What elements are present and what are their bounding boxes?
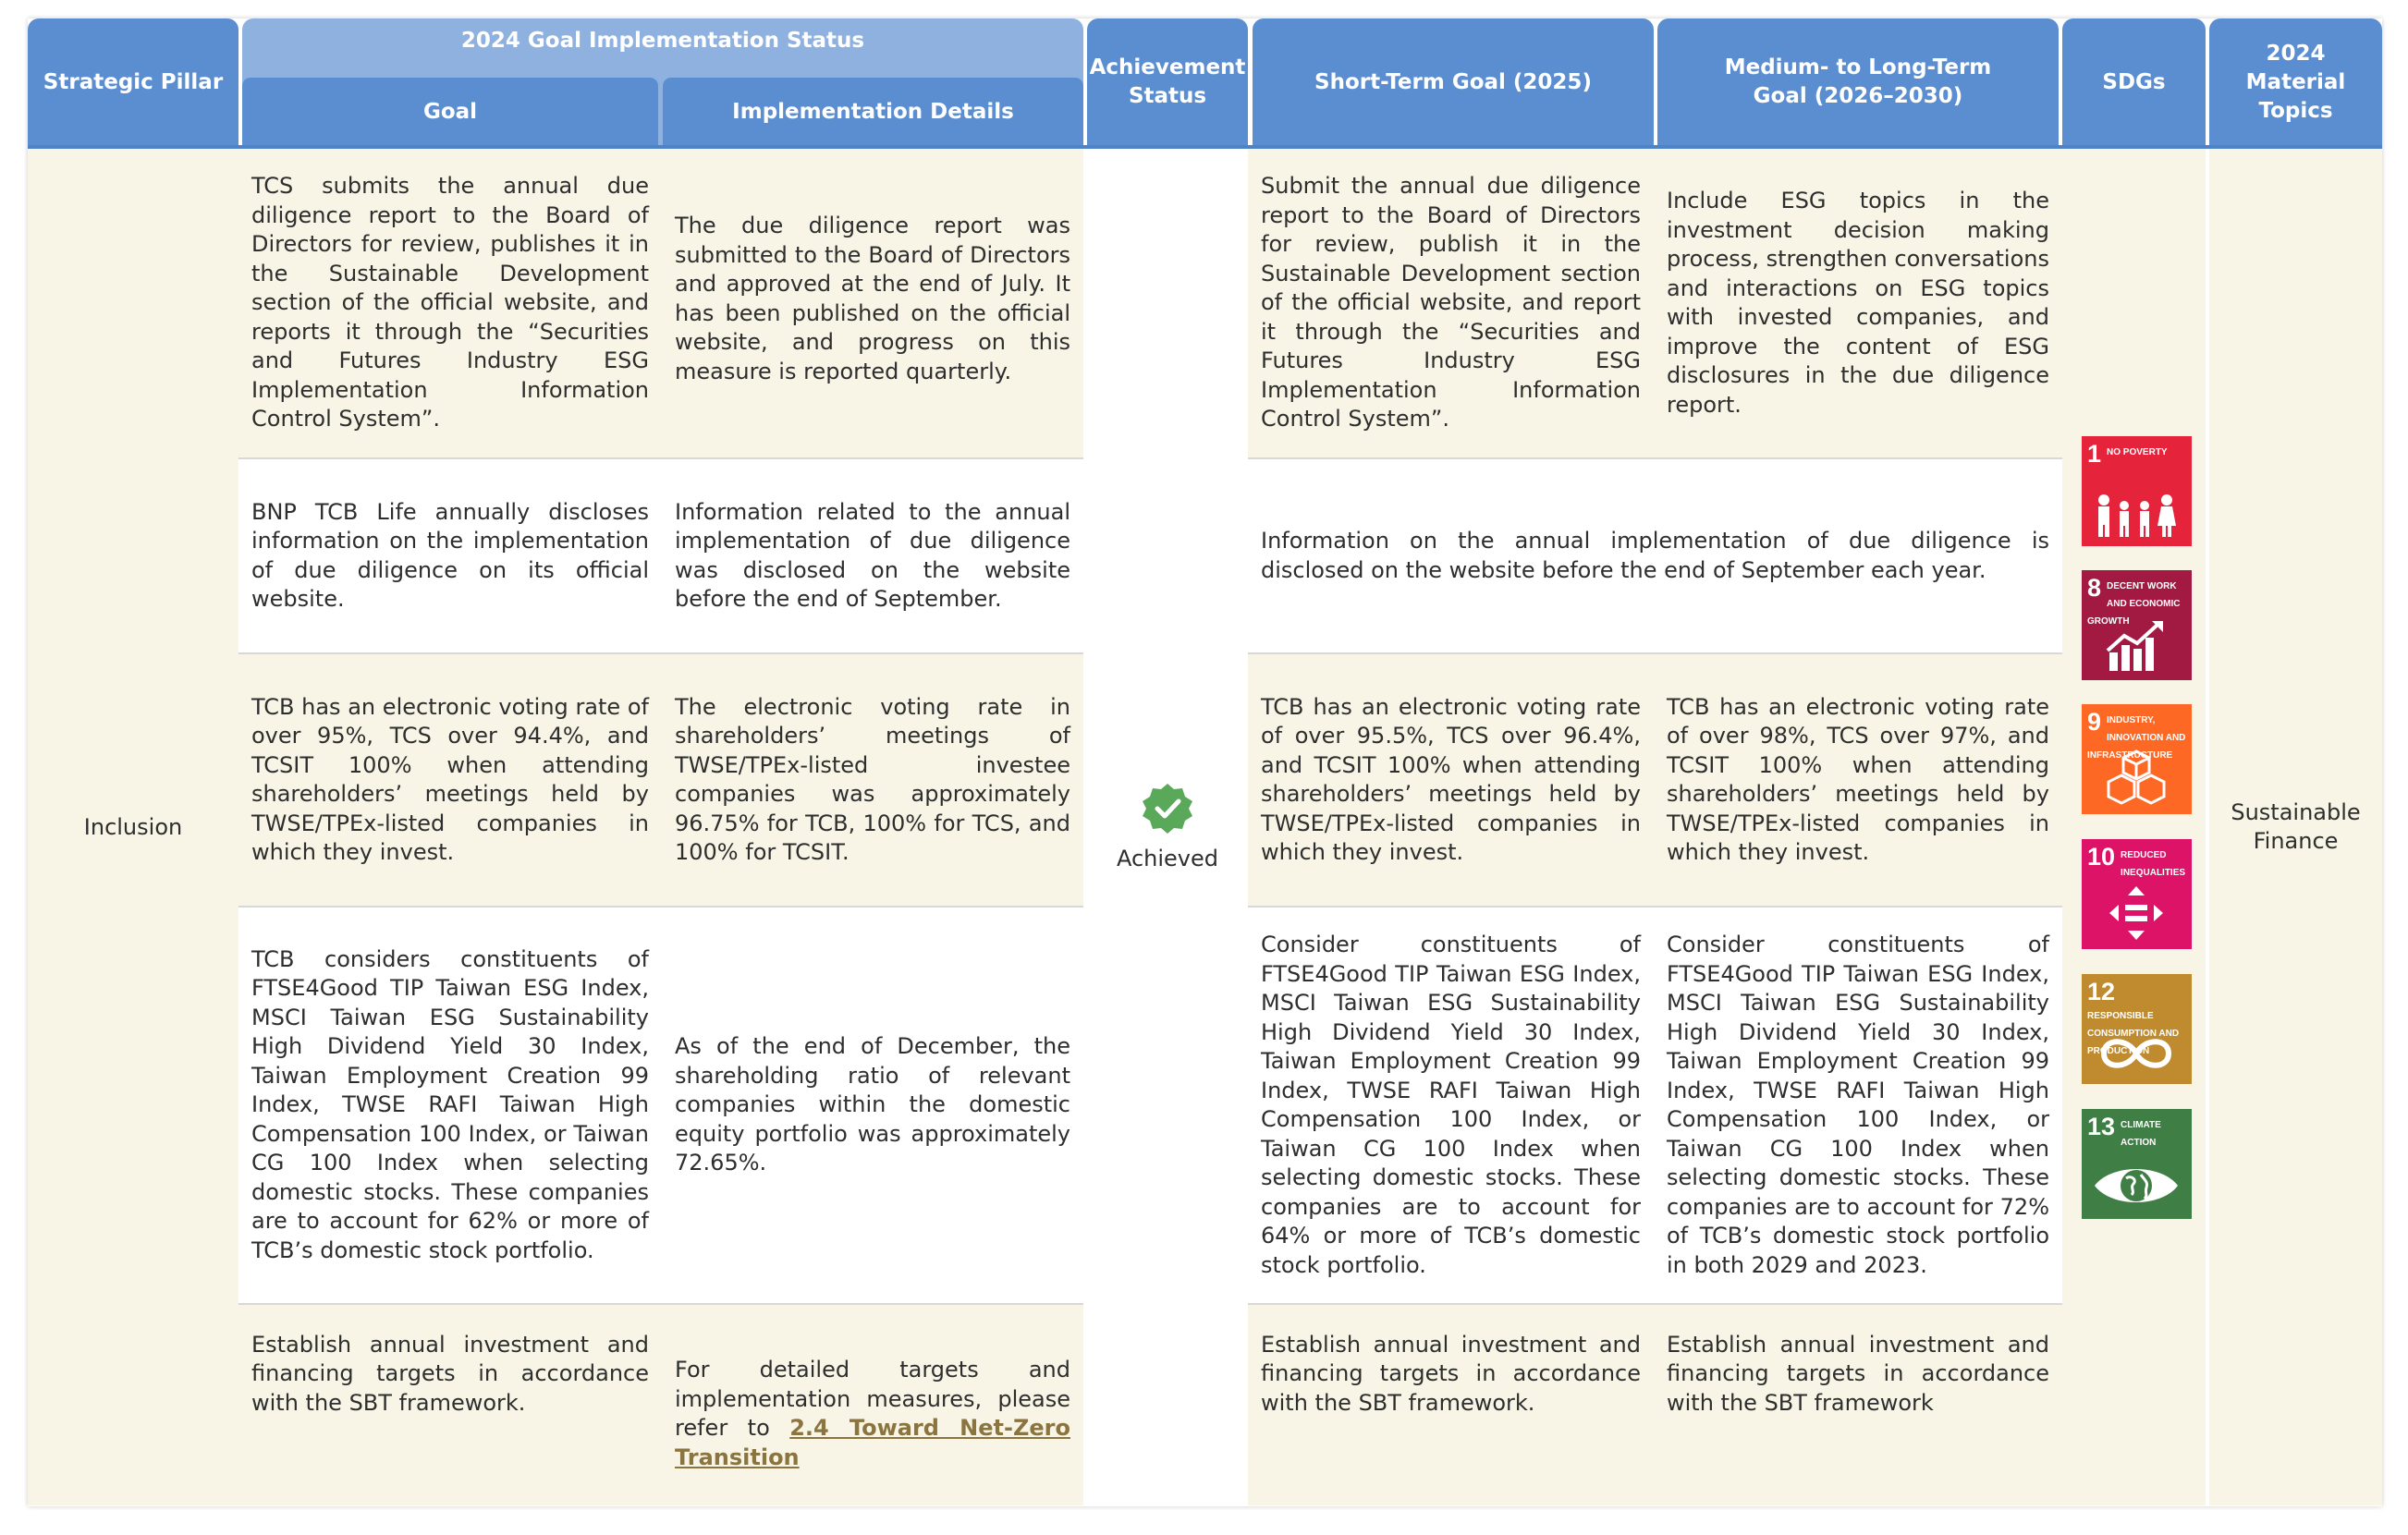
achievement-label: Achieved	[1116, 845, 1219, 871]
row-1-short-term: Submit the annual due diligence report to the Board of Directors for review, publish it in the Sustainable Development section of the official website, and report it through the “Securities and Futures Industry ESG Implementation Information Control System”.	[1261, 173, 1641, 432]
check-badge-icon	[1141, 782, 1194, 835]
sdg-title: DECENT WORK AND ECONOMIC GROWTH	[2087, 581, 2181, 627]
row-3-details: The electronic voting rate in shareholders’ meetings of TWSE/TPEx-listed investee companies was approximately 96.75% for TCB, 100% for TCS, and 100% for TCSIT.	[675, 693, 1070, 865]
sdg-number: 1	[2087, 440, 2102, 468]
sdg-title: REDUCED INEQUALITIES	[2121, 850, 2186, 878]
row-1-long-term: Include ESG topics in the investment decision making process, strengthen conversations and interactions on ESG topics with invested companies, and improve the content of ESG disclosures in the due diligence report.	[1667, 188, 2049, 418]
header-achievement-status: Achievement Status	[1087, 18, 1248, 146]
sdg-9-tile	[2082, 704, 2192, 814]
sdg-number: 9	[2087, 708, 2102, 736]
header-sdgs: SDGs	[2062, 18, 2206, 146]
row-4-short-term: Consider constituents of FTSE4Good TIP Taiwan ESG Index, MSCI Taiwan ESG Sustainability High Dividend Yield 30 Index, Taiwan Employment Creation 99 Index, TWSE RAFI Taiwan High Compensation 100 Index, or Taiwan CG 100 Index when selecting domestic stocks. These companies are to account for 64% or more of TCB’s domestic stock portfolio.	[1261, 932, 1641, 1278]
sdg-number: 10	[2087, 843, 2116, 871]
sdg-title: CLIMATE ACTION	[2121, 1120, 2161, 1148]
row-4-details: As of the end of December, the shareholding ratio of relevant companies within the domestic equity portfolio was approximately 72.65%.	[675, 1033, 1070, 1176]
sdg-1-tile	[2082, 436, 2192, 546]
header-medium-long-term-goal: Medium- to Long-Term Goal (2026–2030)	[1657, 18, 2059, 146]
pillar-cell	[28, 149, 238, 1505]
row-4-goal: TCB considers constituents of FTSE4Good TIP Taiwan ESG Index, MSCI Taiwan ESG Sustainability High Dividend Yield 30 Index, Taiwan Employment Creation 99 Index, TWSE RAFI Taiwan High Compensation 100 Index, or Taiwan CG 100 Index when selecting domestic stocks. These companies are to account for 62% or more of TCB’s domestic stock portfolio.	[251, 945, 649, 1263]
pillar-label: Inclusion	[83, 813, 183, 840]
row-5-details-text: For detailed targets and implementation measures, please refer to	[675, 1357, 1070, 1441]
row-3-goal: TCB has an electronic voting rate of over 95%, TCS over 94.4%, and TCSIT 100% when attending shareholders’ meetings held by TWSE/TPEx-listed companies in which they invest.	[251, 693, 649, 865]
sdg-number: 8	[2087, 574, 2102, 602]
row-3-long-term: TCB has an electronic voting rate of over 98%, TCS over 97%, and TCSIT 100% when attending shareholders’ meetings held by TWSE/TPEx-listed companies in which they invest.	[1667, 693, 2049, 865]
infinity-icon	[2091, 1030, 2182, 1077]
row-3-short-term: TCB has an electronic voting rate of over 95.5%, TCS over 96.4%, and TCSIT 100% when attending shareholders’ meetings held by TWSE/TPEx-listed companies in which they invest.	[1261, 693, 1641, 865]
net-zero-transition-link[interactable]: 2.4 Toward Net-Zero Transition	[675, 1415, 1070, 1470]
row-5-goal: Establish annual investment and financing targets in accordance with the SBT framework.	[251, 1331, 649, 1416]
header-goal: Goal	[242, 78, 658, 146]
sdg-13-tile	[2082, 1109, 2192, 1219]
cubes-icon	[2091, 749, 2182, 807]
header-short-term-goal: Short-Term Goal (2025)	[1253, 18, 1654, 146]
eye-globe-icon	[2091, 1160, 2182, 1212]
sdg-title: INDUSTRY, INNOVATION AND INFRASTRUCTURE	[2087, 715, 2186, 761]
row-5-long-term: Establish annual investment and financing targets in accordance with the SBT framework	[1667, 1331, 2049, 1416]
sdg-number: 13	[2087, 1113, 2116, 1140]
header-implementation-details: Implementation Details	[663, 78, 1083, 146]
row-2-merged-goal: Information on the annual implementation of due diligence is disclosed on the website before the end of September each year.	[1261, 528, 2049, 583]
material-topic-cell	[2209, 149, 2382, 1505]
sdg-title: NO POVERTY	[2107, 447, 2168, 457]
row-4-long-term: Consider constituents of FTSE4Good TIP Taiwan ESG Index, MSCI Taiwan ESG Sustainability High Dividend Yield 30 Index, Taiwan Employment Creation 99 Index, TWSE RAFI Taiwan High Compensation 100 Index, or Taiwan CG 100 Index when selecting domestic stocks. These companies are to account for 72% of TCB’s domestic stock portfolio in both 2029 and 2023.	[1667, 932, 2049, 1278]
growth-chart-icon	[2091, 617, 2182, 673]
sdg-column	[2062, 149, 2206, 1505]
equality-icon	[2091, 884, 2182, 942]
row-2-details: Information related to the annual implementation of due diligence was disclosed on the website before the end of September.	[675, 498, 1070, 612]
family-icon	[2091, 491, 2182, 539]
material-topic-label: Sustainable Finance	[2231, 799, 2361, 854]
row-1-details: The due diligence report was submitted to the Board of Directors and approved at the end of July. It has been published on the official website, and progress on this measure is reported quarterly.	[675, 213, 1070, 384]
header-strategic-pillar: Strategic Pillar	[28, 18, 238, 146]
row-5-short-term: Establish annual investment and financing targets in accordance with the SBT framework.	[1261, 1331, 1641, 1416]
achievement-cell	[1087, 149, 1248, 1505]
sdg-8-tile	[2082, 570, 2192, 680]
row-2-goal: BNP TCB Life annually discloses information on the implementation of due diligence on its official website.	[251, 498, 649, 612]
header-goal-status-group: 2024 Goal Implementation Status	[242, 18, 1083, 146]
sdg-12-tile	[2082, 974, 2192, 1084]
header-material-topics: 2024 Material Topics	[2209, 18, 2382, 146]
sdg-10-tile	[2082, 839, 2192, 949]
row-5-details	[662, 1305, 1083, 1470]
row-1-goal: TCS submits the annual due diligence report to the Board of Directors for review, publishes it in the Sustainable Development section of the official website, and reports it through the “Securities and Futures Industry ESG Implementation Information Control System”.	[251, 173, 649, 432]
sdg-number: 12	[2087, 978, 2116, 1005]
sdg-title: RESPONSIBLE CONSUMPTION AND PRODUCTION	[2087, 1011, 2180, 1056]
